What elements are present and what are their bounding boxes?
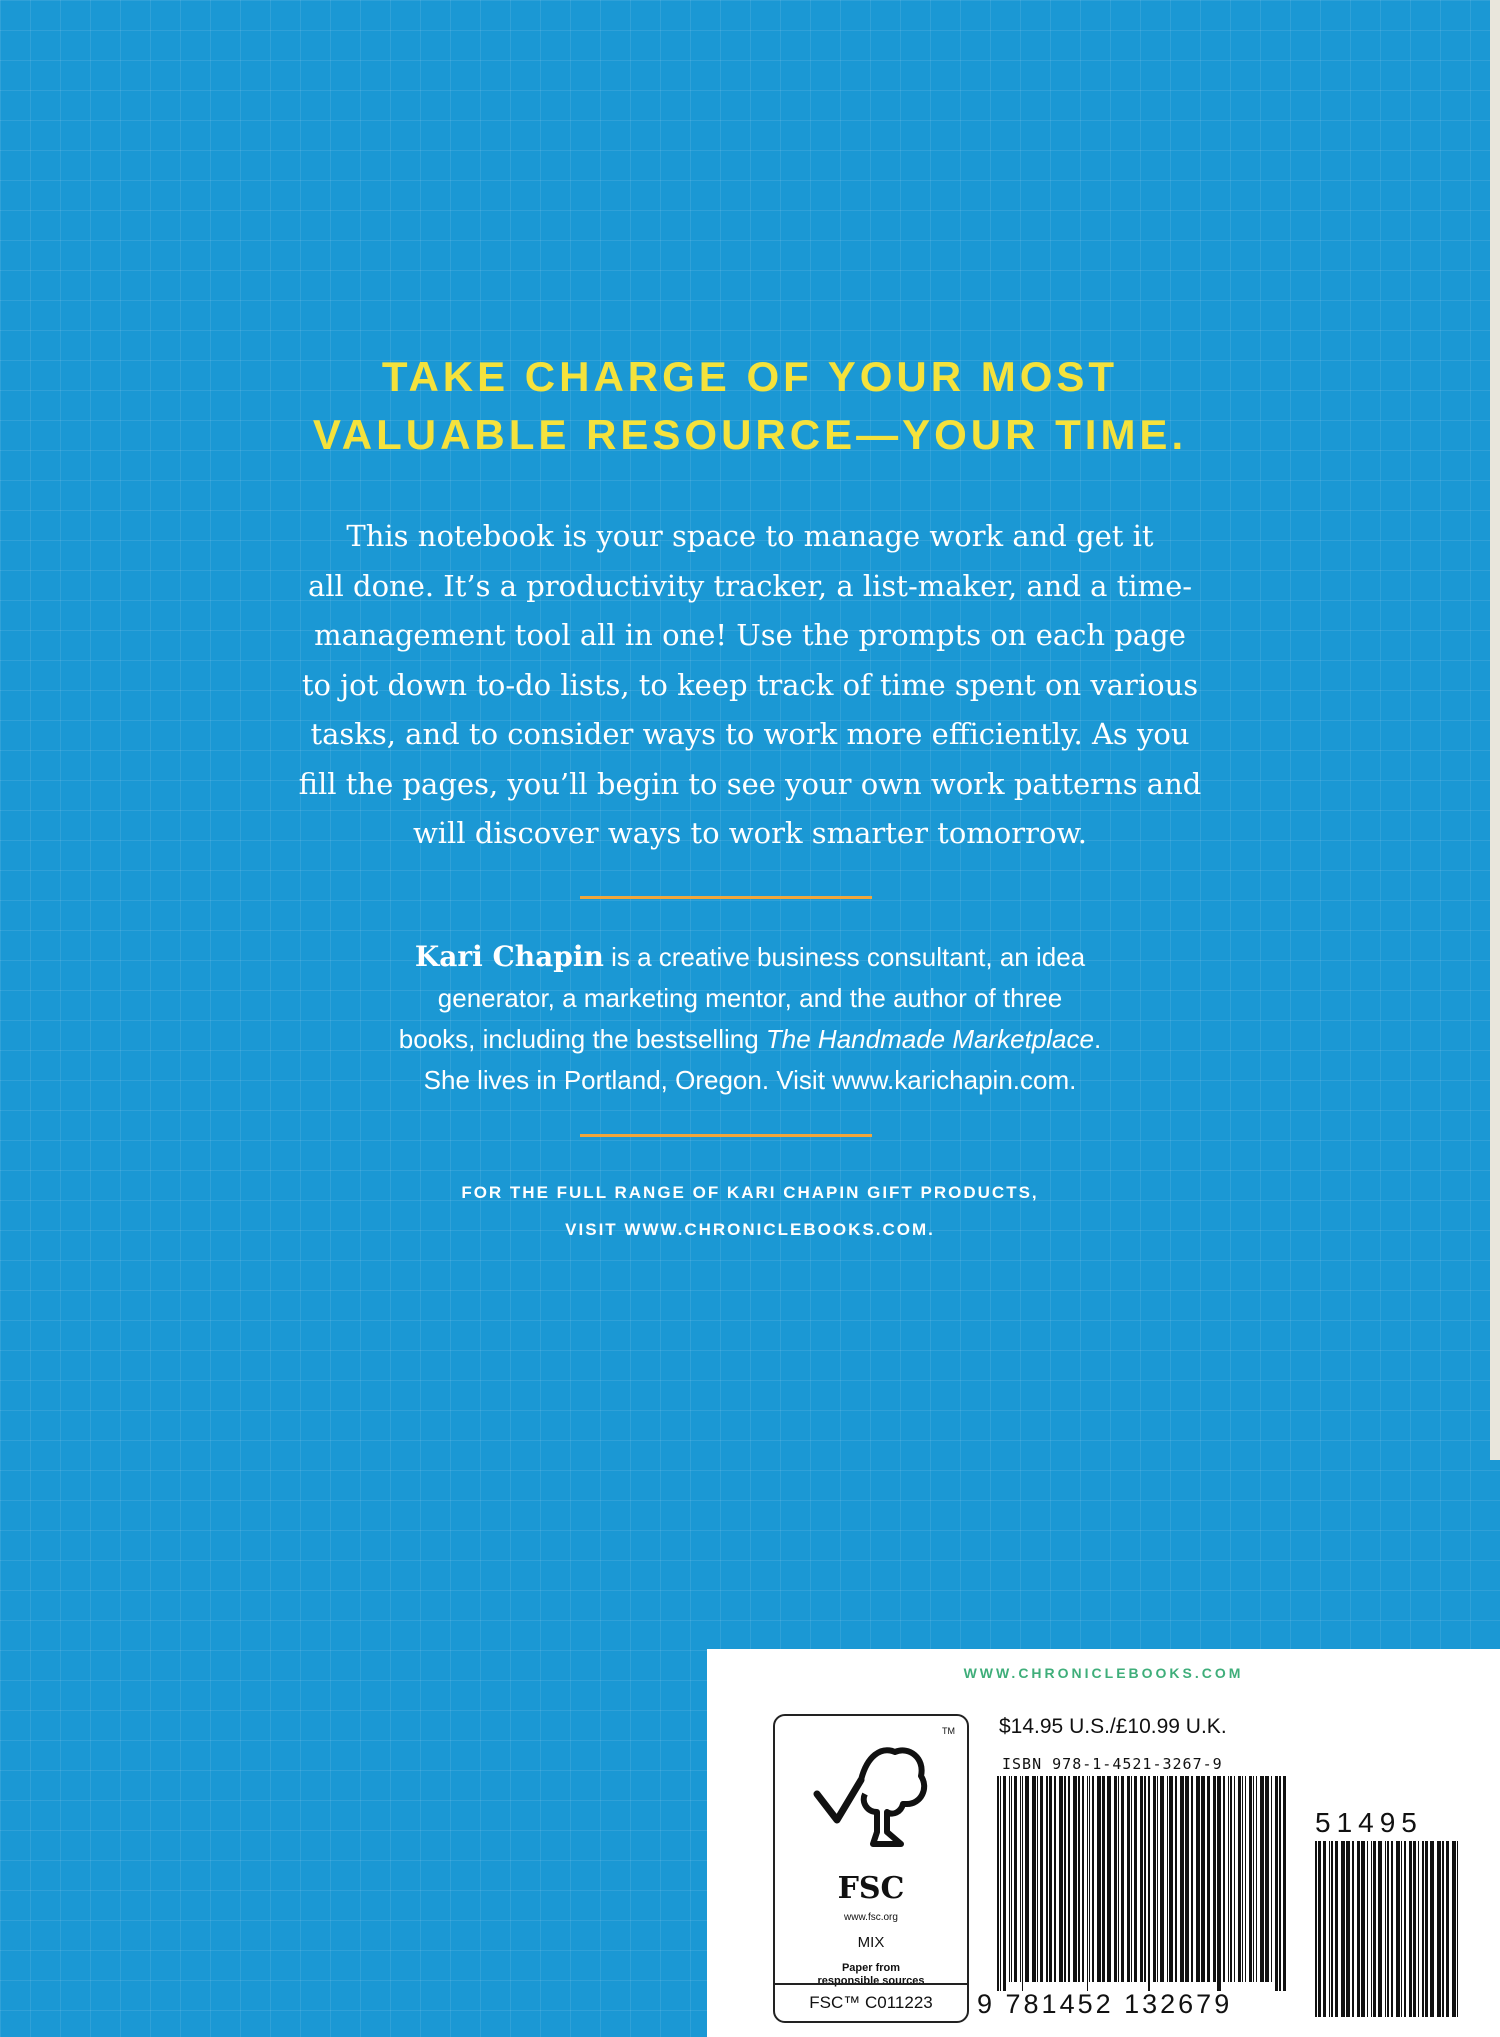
headline-line: TAKE CHARGE OF YOUR MOST (381, 353, 1119, 400)
barcode-bar (997, 1776, 999, 1991)
barcode-bar (1157, 1776, 1158, 1982)
barcode-bar (1422, 1841, 1424, 2017)
barcode-bar (1046, 1776, 1048, 1982)
fsc-license-code: FSC™ C011223 (775, 1983, 967, 2021)
barcode-bar (1185, 1776, 1189, 1982)
barcode-bar (1234, 1776, 1235, 1982)
barcode-bar (1087, 1776, 1088, 1991)
barcode-bar (1037, 1776, 1038, 1982)
price-addon-digits: 51495 (1315, 1807, 1423, 1838)
barcode-bar (1446, 1841, 1449, 2017)
barcode-bar (1169, 1776, 1173, 1982)
barcode-bar (1223, 1776, 1225, 1982)
fsc-tree-check-icon (811, 1736, 931, 1861)
barcode-bar (1073, 1776, 1077, 1982)
barcode-bar (1014, 1776, 1017, 1982)
fsc-name: FSC (837, 1871, 905, 1906)
barcode-bar (1265, 1776, 1269, 1982)
barcode-bar (1040, 1776, 1043, 1982)
barcode-bar (1361, 1841, 1365, 2017)
barcode-bar (1059, 1776, 1063, 1982)
barcode-bar (1315, 1841, 1317, 2017)
barcode-bar (1191, 1776, 1193, 1982)
description-paragraph (190, 512, 1310, 859)
fsc-trademark: TM (942, 1726, 955, 1736)
barcode-bar (1425, 1841, 1428, 2017)
barcode-bar (1413, 1841, 1416, 2017)
barcode-bar (1127, 1776, 1130, 1982)
barcode-bar (1201, 1776, 1205, 1982)
barcode-bar (1437, 1841, 1441, 2017)
isbn-label: ISBN 978-1-4521-3267-9 (1002, 1755, 1223, 1773)
barcode-bar (1213, 1776, 1216, 1982)
fsc-website: www.fsc.org (844, 1912, 898, 1923)
fsc-label (773, 1714, 969, 2023)
cover-edge (1490, 0, 1500, 1460)
barcode-bar (1357, 1841, 1360, 2017)
fsc-paper-line: responsible sources (817, 1975, 925, 1987)
barcode-bar (1003, 1776, 1006, 1991)
divider-bottom (580, 1134, 872, 1137)
barcode-bar (1068, 1776, 1070, 1982)
barcode-bar (1352, 1841, 1354, 2017)
barcode-bar (1228, 1776, 1229, 1982)
description-line: management tool all in one! Use the prompts on each page (314, 618, 1186, 652)
bio-text: is a creative business consultant, an idea (603, 942, 1086, 972)
barcode-bar (1452, 1841, 1456, 2017)
fsc-mix: MIX (857, 1934, 885, 1951)
description-line: to jot down to-do lists, to keep track of time spent on various (301, 667, 1199, 702)
bio-text: . (1093, 1024, 1102, 1054)
author-bio (190, 936, 1310, 1101)
barcode-bar (1391, 1841, 1393, 2017)
description-line: all done. It’s a productivity tracker, a list-maker, and a time- (307, 568, 1193, 603)
barcode-bar (1387, 1841, 1389, 2017)
barcode-bar (1253, 1776, 1254, 1982)
barcode-bar (1331, 1841, 1333, 2017)
barcode-bar (1144, 1776, 1146, 1982)
barcode-bar (1082, 1776, 1084, 1982)
bio-line (190, 1019, 1310, 1060)
price: $14.95 U.S./£10.99 U.K. (999, 1715, 1227, 1738)
barcode-bar (1196, 1776, 1200, 1982)
barcode-bar (1102, 1776, 1105, 1982)
barcode-bar (1092, 1776, 1094, 1982)
isbn-barcode (995, 1776, 1291, 1991)
description-line: tasks, and to consider ways to work more efficiently. As you (310, 717, 1190, 751)
gift-products-note (200, 1174, 1300, 1248)
cta-line: FOR THE FULL RANGE OF KARI CHAPIN GIFT PRODUCTS, (461, 1183, 1039, 1202)
barcode-bar (1275, 1776, 1278, 1991)
barcode-bar (1000, 1776, 1001, 1991)
bio-text: books, including the bestselling (398, 1024, 766, 1054)
barcode-bar (1140, 1776, 1143, 1982)
barcode-bar (1175, 1776, 1177, 1982)
barcode-bar (1118, 1776, 1119, 1982)
barcode-bar (1245, 1776, 1246, 1982)
barcode-bar (1032, 1776, 1036, 1982)
barcode-bar (1341, 1841, 1345, 2017)
fsc-paper-line: Paper from (841, 1962, 901, 1974)
barcode-bar (1011, 1776, 1012, 1982)
barcode-bar (1207, 1776, 1210, 1982)
publisher-url: WWW.CHRONICLEBOOKS.COM (963, 1665, 1244, 1681)
barcode-bar (1180, 1776, 1184, 1982)
barcode-bar (1409, 1841, 1412, 2017)
barcode-bar (1134, 1776, 1137, 1982)
barcode-bar (1121, 1776, 1124, 1982)
description-line: will discover ways to work smarter tomorrow. (412, 816, 1088, 850)
barcode-bar (1335, 1841, 1338, 2017)
headline (200, 348, 1300, 464)
barcode-bar (1256, 1776, 1257, 1982)
barcode-bar (1367, 1841, 1368, 2017)
barcode-bar (1396, 1841, 1400, 2017)
barcode-bar (1378, 1841, 1382, 2017)
barcode-bar (1404, 1841, 1406, 2017)
barcode-bar (1089, 1776, 1090, 1982)
bio-line: generator, a marketing mentor, and the author of three (437, 983, 1063, 1013)
barcode-bar (1020, 1776, 1021, 1982)
barcode-bar (1217, 1776, 1221, 1991)
barcode-bar (1114, 1776, 1117, 1982)
barcode-bar (1025, 1776, 1029, 1982)
barcode-bar (1097, 1776, 1101, 1982)
barcode-bar (1279, 1776, 1281, 1991)
bio-line (190, 936, 1310, 978)
author-name: Kari Chapin (414, 940, 604, 973)
barcode-bar (1153, 1776, 1156, 1982)
barcode-bar (1271, 1776, 1272, 1982)
barcode-bar (1373, 1841, 1376, 2017)
barcode-bar (1107, 1776, 1111, 1982)
barcode-bar (1385, 1841, 1386, 2017)
barcode-panel (707, 1649, 1500, 2037)
barcode-bar (1230, 1776, 1232, 1982)
barcode-bar (1160, 1776, 1164, 1982)
barcode-bar (1238, 1776, 1241, 1982)
barcode-bar (1260, 1776, 1264, 1982)
description-line: This notebook is your space to manage work and get it (346, 519, 1154, 553)
barcode-bar (1167, 1776, 1168, 1982)
barcode-digits: 9 781452 132679 (977, 1989, 1233, 2019)
price-addon-barcode (1313, 1841, 1463, 2017)
barcode-bar (1418, 1841, 1419, 2017)
barcode-bar (1009, 1776, 1010, 1982)
barcode-bar (1022, 1776, 1023, 1991)
barcode-bar (1242, 1776, 1243, 1982)
barcode-bar (1148, 1776, 1150, 1991)
barcode-bar (1323, 1841, 1326, 2017)
barcode-bar (1064, 1776, 1066, 1982)
barcode-bar (1249, 1776, 1252, 1982)
barcode-bar (1346, 1841, 1350, 2017)
barcode-bar (1283, 1776, 1286, 1991)
barcode-bar (1054, 1776, 1056, 1982)
barcode-bar (1329, 1841, 1330, 2017)
barcode-bar (1430, 1841, 1434, 2017)
barcode-bar (1049, 1776, 1052, 1982)
divider-top (580, 896, 872, 899)
cta-line: VISIT WWW.CHRONICLEBOOKS.COM. (565, 1220, 935, 1239)
barcode-bar (1078, 1776, 1080, 1982)
barcode-bar (1131, 1776, 1132, 1982)
bio-line: She lives in Portland, Oregon. Visit www.karichapin.com. (423, 1065, 1077, 1095)
barcode-bar (1318, 1841, 1321, 2017)
book-title: The Handmade Marketplace (765, 1024, 1094, 1054)
barcode-bar (1371, 1841, 1372, 2017)
barcode-bar (1457, 1841, 1458, 2017)
barcode-bar (1401, 1841, 1402, 2017)
barcode-bar (1442, 1841, 1444, 2017)
headline-line: VALUABLE RESOURCE—YOUR TIME. (312, 411, 1188, 458)
description-line: fill the pages, you’ll begin to see your own work patterns and (298, 766, 1202, 801)
